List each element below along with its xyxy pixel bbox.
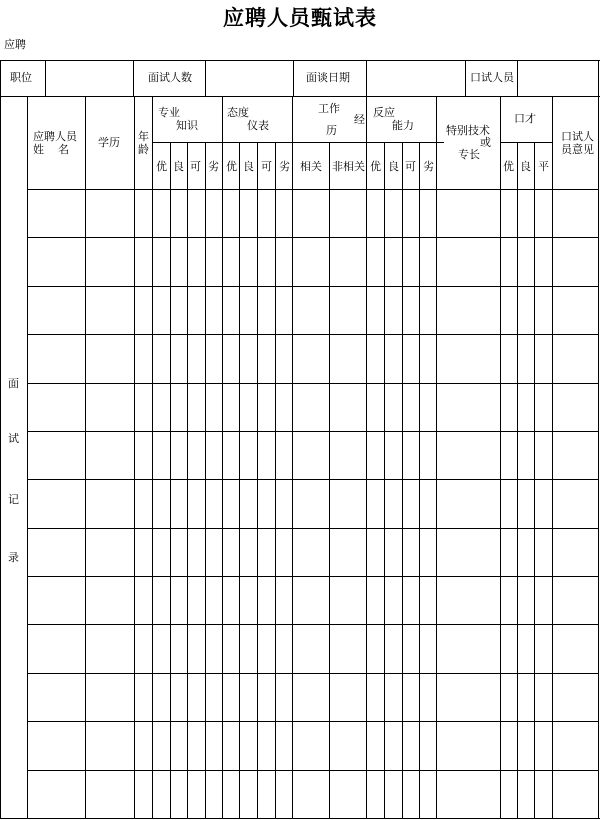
sub-column-divider: [419, 142, 420, 818]
sub-column-divider: [329, 142, 330, 818]
table-right-border: [598, 60, 599, 819]
attitude-grade-good: 良: [243, 160, 254, 173]
record-row-line: [27, 624, 598, 625]
side-label-char-3: 记: [8, 493, 19, 506]
record-row-line: [27, 721, 598, 722]
interviewee-count-field[interactable]: [206, 61, 293, 96]
column-divider: [552, 96, 553, 818]
column-divider: [500, 96, 501, 818]
header-subdivider: [500, 142, 552, 143]
record-row-line: [27, 528, 598, 529]
side-label-char-1: 面: [8, 377, 19, 390]
attitude-grade-excellent: 优: [226, 160, 237, 173]
age-header-line1: 年: [138, 130, 149, 143]
sub-column-divider: [170, 142, 171, 818]
interviewer-label: 口试人员: [470, 71, 514, 84]
record-row-line: [27, 334, 598, 335]
knowledge-grade-good: 良: [173, 160, 184, 173]
skill-header-line3: 专长: [458, 148, 480, 161]
column-divider: [134, 96, 135, 818]
record-row-line: [27, 576, 598, 577]
sub-column-divider: [205, 142, 206, 818]
opinion-header-line1: 口试人: [561, 130, 594, 143]
sub-column-divider: [534, 142, 535, 818]
interviewee-count-label: 面试人数: [148, 71, 192, 84]
sub-column-divider: [275, 142, 276, 818]
eloquence-grade-excellent: 优: [503, 160, 514, 173]
table-left-border: [0, 60, 1, 819]
attitude-header-line2: 仪表: [247, 119, 269, 132]
top-row-divider: [465, 60, 466, 96]
attitude-grade-fair: 可: [261, 160, 272, 173]
experience-irrelevant: 非相关: [332, 160, 365, 173]
side-label-char-2: 试: [8, 432, 19, 445]
opinion-header-line2: 员意见: [561, 143, 594, 156]
header-bottom-line: [27, 189, 598, 190]
knowledge-grade-excellent: 优: [156, 160, 167, 173]
record-row-line: [27, 431, 598, 432]
education-header: 学历: [98, 136, 120, 149]
knowledge-header-line2: 知识: [176, 119, 198, 132]
interview-date-label: 面谈日期: [306, 71, 350, 84]
sub-column-divider: [402, 142, 403, 818]
reaction-grade-fair: 可: [405, 160, 416, 173]
reaction-grade-excellent: 优: [370, 160, 381, 173]
column-divider: [85, 96, 86, 818]
name-header-line2: 姓 名: [33, 143, 69, 156]
attitude-header-line1: 态度: [227, 106, 249, 119]
reaction-grade-good: 良: [388, 160, 399, 173]
knowledge-grade-fair: 可: [190, 160, 201, 173]
reaction-header-line1: 反应: [373, 106, 395, 119]
page-subtitle: 应聘: [4, 38, 26, 51]
age-header-line2: 龄: [138, 143, 149, 156]
eloquence-grade-average: 平: [538, 160, 549, 173]
header-divider: [0, 96, 600, 97]
skill-header-line1: 特别技术: [446, 124, 490, 137]
column-divider: [436, 96, 437, 818]
record-row-line: [27, 383, 598, 384]
record-row-line: [27, 237, 598, 238]
reaction-grade-poor: 劣: [423, 160, 434, 173]
name-header-line1: 应聘人员: [33, 130, 77, 143]
eloquence-grade-good: 良: [520, 160, 531, 173]
record-row-line: [27, 286, 598, 287]
interview-date-field[interactable]: [367, 61, 465, 96]
page-title: 应聘人员甄试表: [223, 6, 377, 30]
header-subdivider: [152, 142, 444, 143]
sub-column-divider: [384, 142, 385, 818]
experience-header-line3: 历: [326, 124, 337, 137]
side-label-char-4: 录: [8, 551, 19, 564]
attitude-grade-poor: 劣: [279, 160, 290, 173]
table-bottom-border: [0, 818, 600, 819]
column-divider: [27, 96, 28, 818]
record-row-line: [27, 770, 598, 771]
experience-relevant: 相关: [300, 160, 322, 173]
knowledge-grade-poor: 劣: [208, 160, 219, 173]
column-divider: [222, 96, 223, 818]
experience-header-line2: 经: [354, 113, 365, 126]
eloquence-header: 口才: [514, 112, 536, 125]
interviewer-field[interactable]: [518, 61, 598, 96]
knowledge-header-line1: 专业: [158, 106, 180, 119]
record-row-line: [27, 479, 598, 480]
sub-column-divider: [517, 142, 518, 818]
position-field[interactable]: [46, 61, 133, 96]
experience-header-line1: 工作: [318, 102, 340, 115]
skill-header-line2: 或: [480, 136, 491, 149]
column-divider: [292, 96, 293, 818]
sub-column-divider: [257, 142, 258, 818]
column-divider: [152, 96, 153, 818]
column-divider: [366, 96, 367, 818]
top-row-divider: [133, 60, 134, 96]
reaction-header-line2: 能力: [392, 119, 414, 132]
sub-column-divider: [239, 142, 240, 818]
record-row-line: [27, 673, 598, 674]
top-row-divider: [293, 60, 294, 96]
sub-column-divider: [187, 142, 188, 818]
position-label: 职位: [10, 71, 32, 84]
